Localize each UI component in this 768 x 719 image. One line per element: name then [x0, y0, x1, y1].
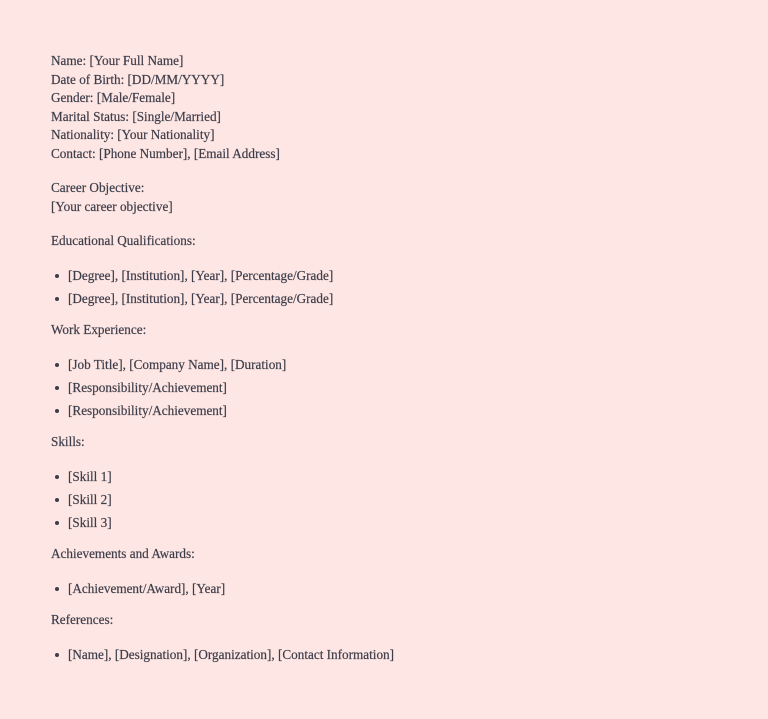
list-item [51, 290, 728, 309]
education-heading: Educational Qualifications: [51, 233, 196, 248]
contact-line: Contact: [Phone Number], [Email Address] [51, 145, 280, 161]
list-item [51, 267, 728, 286]
education-item-text: [Degree], [Institution], [Year], [Percentage/Grade] [68, 267, 334, 283]
marital-status-line: Marital Status: [Single/Married] [51, 108, 221, 124]
education-item-text: [Degree], [Institution], [Year], [Percentage/Grade] [68, 290, 334, 306]
list-item [51, 580, 728, 599]
bullet-icon [55, 297, 59, 301]
name-line: Name: [Your Full Name] [51, 53, 184, 68]
references-list [51, 646, 728, 665]
skills-heading: Skills: [51, 434, 85, 449]
bullet-icon [55, 409, 59, 413]
work-item-text: [Job Title], [Company Name], [Duration] [68, 356, 287, 372]
bullet-icon [55, 363, 59, 367]
reference-item-text: [Name], [Designation], [Organization], [Contact Information] [68, 646, 395, 662]
gender-line: Gender: [Male/Female] [51, 90, 176, 105]
achievements-list [51, 580, 728, 599]
bullet-icon [55, 521, 59, 525]
bullet-icon [55, 274, 59, 278]
list-item [51, 402, 728, 421]
list-item [51, 356, 728, 375]
skill-item-text: [Skill 2] [68, 491, 112, 507]
achievement-item-text: [Achievement/Award], [Year] [68, 580, 226, 596]
achievements-heading: Achievements and Awards: [51, 546, 195, 561]
skills-list [51, 468, 728, 533]
section-education-heading [51, 232, 728, 251]
work-item-text: [Responsibility/Achievement] [68, 402, 227, 418]
career-objective-heading: Career Objective: [51, 180, 145, 195]
bullet-icon [55, 587, 59, 591]
career-objective-text: [Your career objective] [51, 198, 173, 214]
work-experience-list [51, 356, 728, 421]
section-achievements-heading [51, 545, 728, 564]
nationality-line: Nationality: [Your Nationality] [51, 127, 215, 142]
list-item [51, 514, 728, 533]
date-of-birth-line: Date of Birth: [DD/MM/YYYY] [51, 71, 225, 87]
list-item [51, 468, 728, 487]
list-item [51, 491, 728, 510]
work-item-text: [Responsibility/Achievement] [68, 379, 227, 395]
skill-item-text: [Skill 3] [68, 514, 112, 530]
education-list [51, 267, 728, 309]
section-references-heading [51, 611, 728, 630]
list-item [51, 379, 728, 398]
work-experience-heading: Work Experience: [51, 322, 147, 337]
section-work-experience-heading [51, 321, 728, 340]
bullet-icon [55, 653, 59, 657]
skill-item-text: [Skill 1] [68, 468, 112, 484]
bullet-icon [55, 498, 59, 502]
bullet-icon [55, 386, 59, 390]
bullet-icon [55, 475, 59, 479]
personal-info-block [51, 52, 728, 163]
references-heading: References: [51, 612, 114, 627]
section-career-objective [51, 179, 728, 216]
list-item [51, 646, 728, 665]
section-skills-heading [51, 433, 728, 452]
